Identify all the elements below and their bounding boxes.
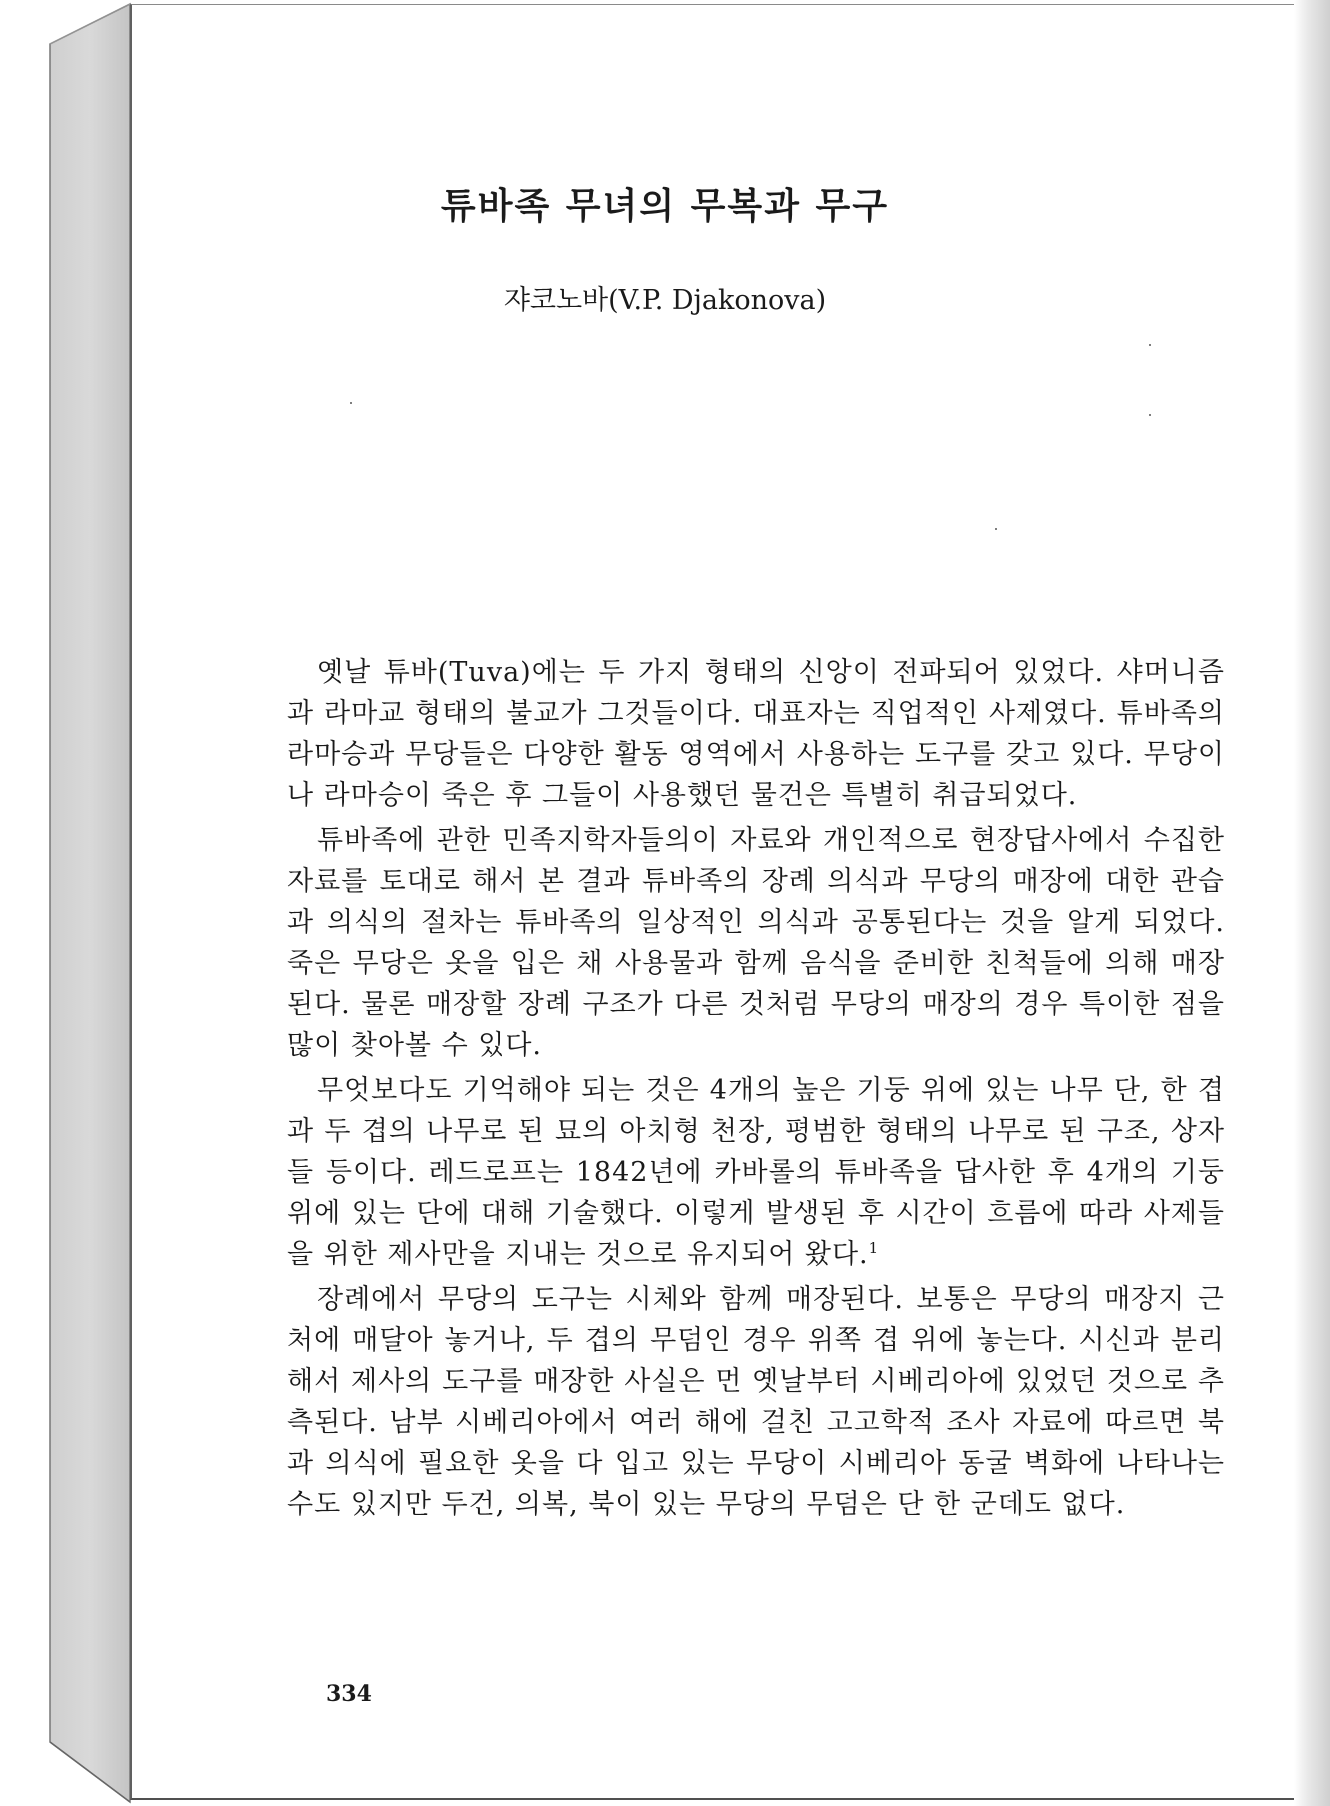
paragraph-text: 무엇보다도 기억해야 되는 것은 4개의 높은 기둥 위에 있는 나무 단, 한 겹과 두 겹의 나무로 된 묘의 아치형 천장, 평범한 형태의 나무로 된 구조, 상자들 등이다. 레드로프는 1842년에 카바롤의 튜바족을 답사한 후 4개의 기둥 위에 있는 단에 대해 기술했다. 이렇게 발생된 후 시간이 흐름에 따라 사제들을 위한 제사만을 지내는 것으로 유지되어 왔다. xyxy=(287,1075,1225,1270)
page-edge-shadow xyxy=(1294,0,1330,1806)
scan-speck xyxy=(1149,414,1151,416)
scan-speck xyxy=(350,402,352,404)
article-body xyxy=(287,652,1225,1529)
paragraph: 장례에서 무당의 도구는 시체와 함께 매장된다. 보통은 무당의 매장지 근처에 매달아 놓거나, 두 겹의 무덤인 경우 위쪽 겹 위에 놓는다. 시신과 분리해서 제사의 도구를 매장한 사실은 먼 옛날부터 시베리아에 있었던 것으로 추측된다. 남부 시베리아에서 여러 해에 걸친 고고학적 조사 자료에 따르면 북과 의식에 필요한 옷을 다 입고 있는 무당이 시베리아 동굴 벽화에 나타나는 수도 있지만 두건, 의복, 북이 있는 무당의 무덤은 단 한 군데도 없다. xyxy=(287,1284,1225,1520)
paragraph: 옛날 튜바(Tuva)에는 두 가지 형태의 신앙이 전파되어 있었다. 샤머니즘과 라마교 형태의 불교가 그것들이다. 대표자는 직업적인 사제였다. 튜바족의 라마승과 무당들은 다양한 활동 영역에서 사용하는 도구를 갖고 있다. 무당이나 라마승이 죽은 후 그들이 사용했던 물건은 특별히 취급되었다. xyxy=(287,657,1225,811)
paragraph xyxy=(287,1070,1225,1275)
scan-speck xyxy=(995,528,997,530)
scan-speck xyxy=(1149,344,1151,346)
page-number: 334 xyxy=(326,1681,372,1707)
paragraph: 튜바족에 관한 민족지학자들의이 자료와 개인적으로 현장답사에서 수집한 자료를 토대로 해서 본 결과 튜바족의 장례 의식과 무당의 매장에 대한 관습과 의식의 절차는 튜바족의 일상적인 의식과 공통된다는 것을 알게 되었다. 죽은 무당은 옷을 입은 채 사용물과 함께 음식을 준비한 친척들에 의해 매장된다. 물론 매장할 장례 구조가 다른 것처럼 무당의 매장의 경우 특이한 점을 많이 찾아볼 수 있다. xyxy=(287,825,1225,1061)
article-author: 쟈코노바(V.P. Djakonova) xyxy=(503,285,827,316)
article-title: 튜바족 무녀의 무복과 무구 xyxy=(440,185,890,227)
footnote-marker: 1 xyxy=(868,1239,880,1257)
